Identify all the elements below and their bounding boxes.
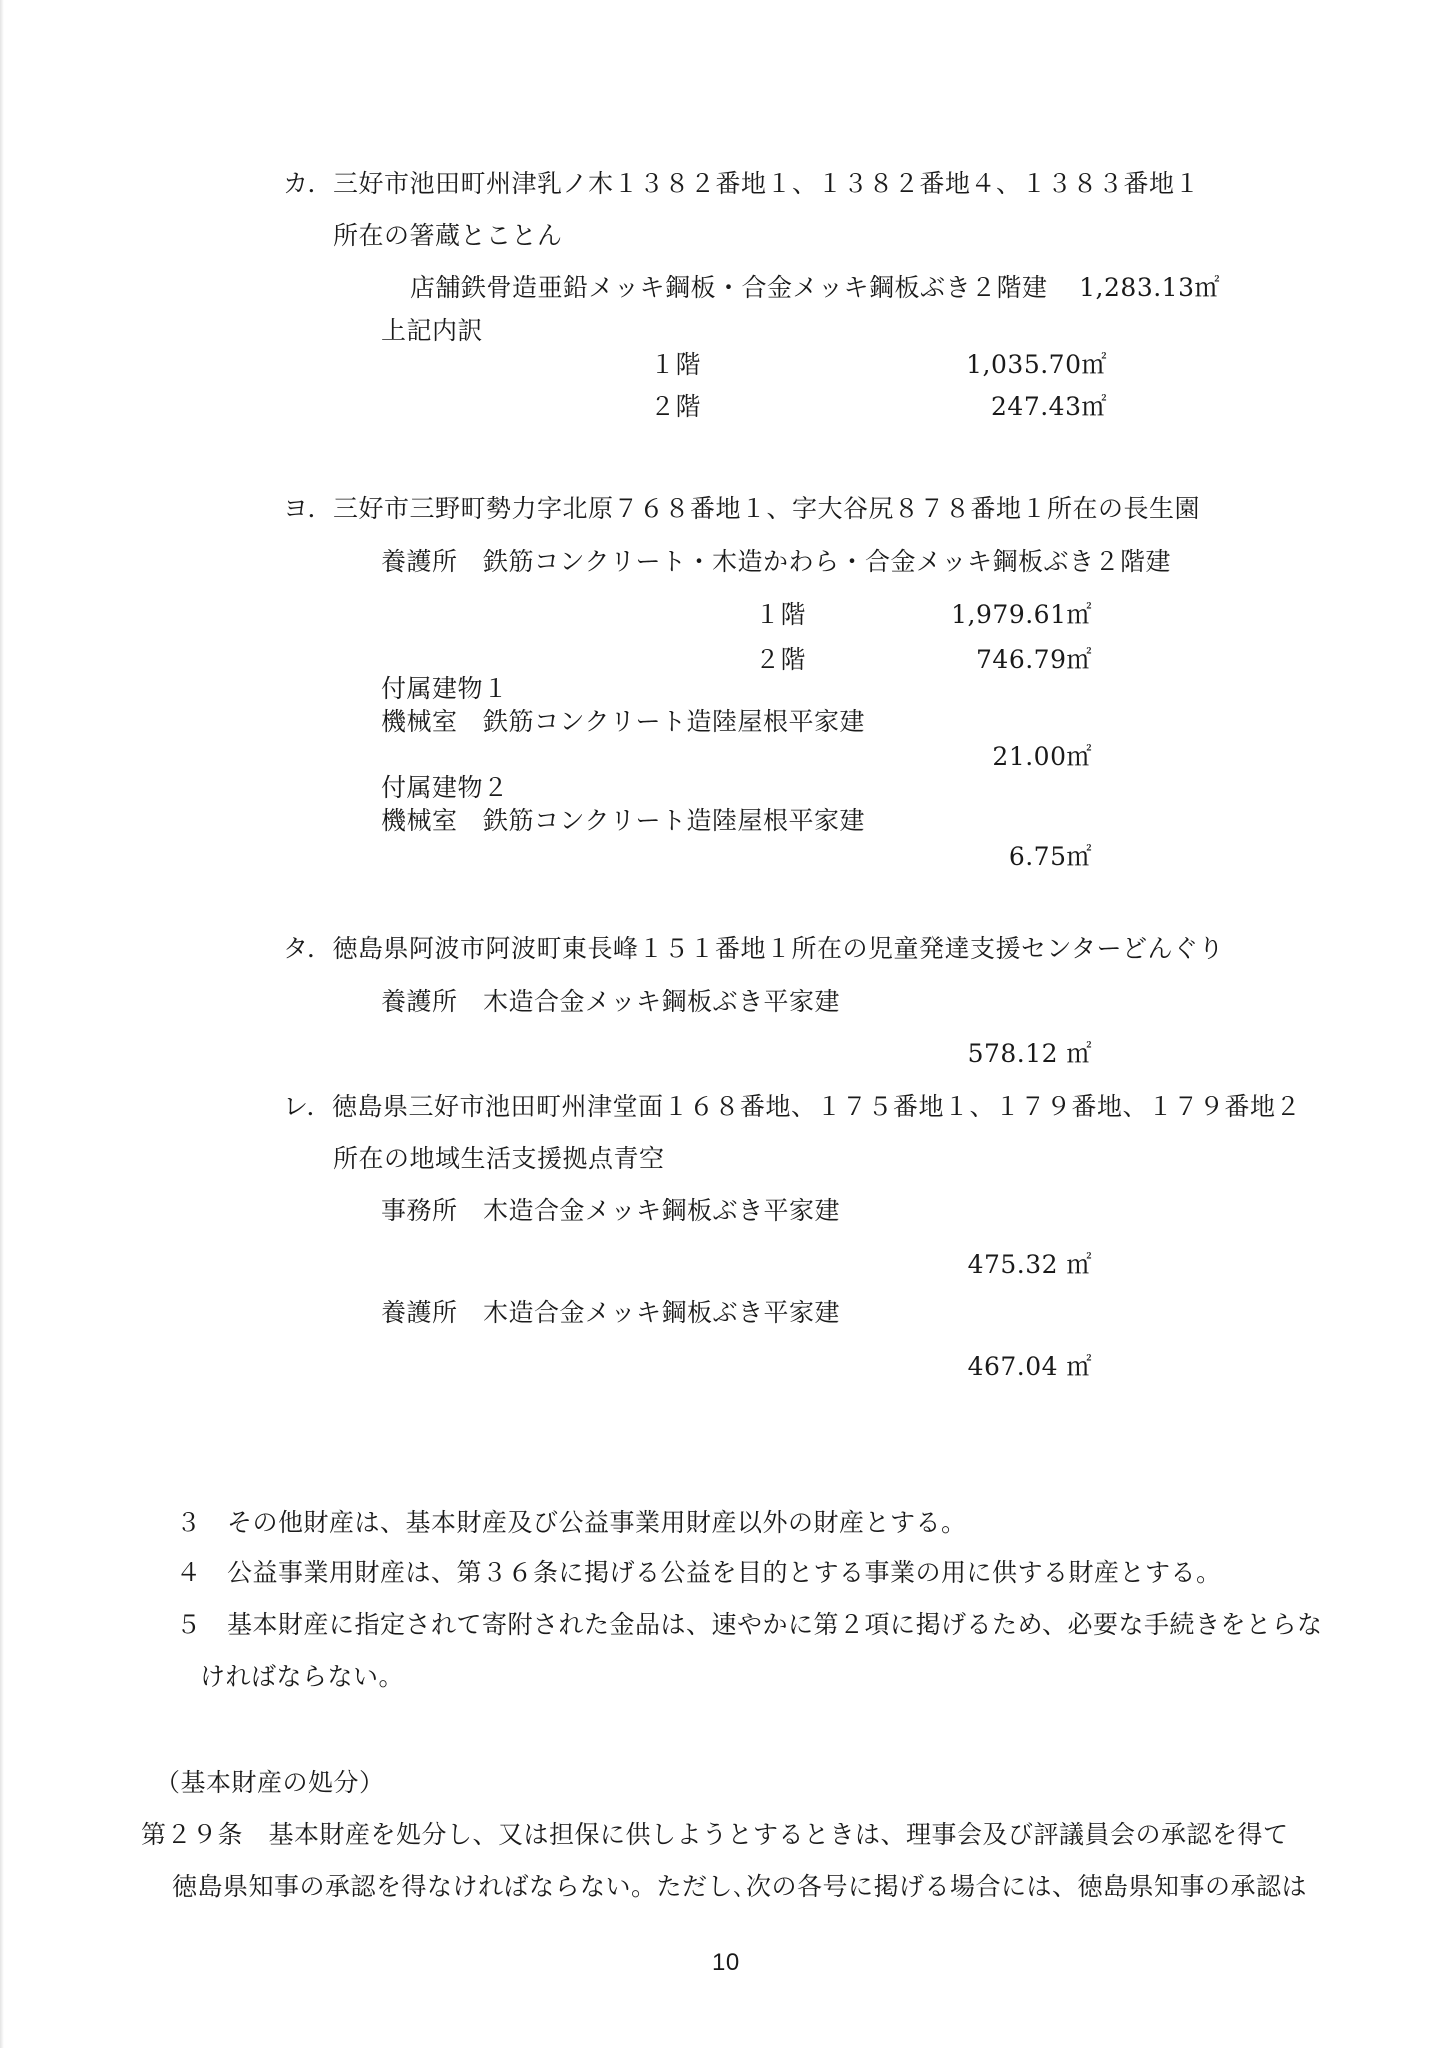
item-yo-floor2-area: 746.79㎡	[976, 645, 1092, 674]
item-yo-line1: ヨ．三好市三野町勢力字北原７６８番地１、字大谷尻８７８番地１所在の長生園	[283, 494, 1201, 523]
item-yo-annex1-building: 機械室 鉄筋コンクリート造陸屋根平家建	[381, 707, 866, 736]
section-heading: （基本財産の処分）	[155, 1768, 385, 1797]
item-ka-line1: カ．三好市池田町州津乳ノ木１３８２番地１、１３８２番地４、１３８３番地１	[283, 169, 1201, 198]
item-ta-line1: タ．徳島県阿波市阿波町東長峰１５１番地１所在の児童発達支援センターどんぐり	[283, 934, 1225, 963]
item-ka-breakdown-label: 上記内訳	[381, 316, 484, 345]
item-re-care-area: 467.04 ㎡	[967, 1352, 1092, 1381]
page-number: 10	[712, 1949, 740, 1976]
item-re-care-building: 養護所 木造合金メッキ鋼板ぶき平家建	[381, 1298, 841, 1327]
paragraph-5-line1: ５ 基本財産に指定されて寄附された金品は、速やかに第２項に掲げるため、必要な手続きをとらな	[176, 1610, 1323, 1639]
item-re-office-building: 事務所 木造合金メッキ鋼板ぶき平家建	[381, 1196, 841, 1225]
paragraph-5-line2: ければならない。	[200, 1662, 405, 1691]
item-yo-building: 養護所 鉄筋コンクリート・木造かわら・合金メッキ鋼板ぶき２階建	[381, 547, 1172, 576]
item-re-line2: 所在の地域生活支援拠点青空	[333, 1144, 665, 1173]
item-ka-floor2-label: ２階	[650, 392, 702, 421]
article-29-line1: 第２９条 基本財産を処分し、又は担保に供しようとするときは、理事会及び評議員会の承認を得て	[141, 1820, 1289, 1849]
item-yo-floor1-label: １階	[755, 600, 807, 629]
item-ta-building: 養護所 木造合金メッキ鋼板ぶき平家建	[381, 987, 841, 1016]
item-yo-annex2-label: 付属建物２	[381, 773, 509, 802]
paragraph-3: ３ その他財産は、基本財産及び公益事業用財産以外の財産とする。	[176, 1508, 967, 1537]
article-29-line2: 徳島県知事の承認を得なければならない。ただし､次の各号に掲げる場合には、徳島県知事の承認は	[172, 1872, 1308, 1901]
item-ka-floor1-label: １階	[650, 350, 702, 379]
item-yo-annex1-area: 21.00㎡	[992, 742, 1092, 771]
item-re-line1: レ．徳島県三好市池田町州津堂面１６８番地、１７５番地１、１７９番地、１７９番地２	[283, 1092, 1302, 1121]
item-yo-annex2-building: 機械室 鉄筋コンクリート造陸屋根平家建	[381, 806, 866, 835]
scan-edge	[0, 0, 4, 2048]
paragraph-4: ４ 公益事業用財産は、第３６条に掲げる公益を目的とする事業の用に供する財産とする。	[176, 1558, 1222, 1587]
item-re-office-area: 475.32 ㎡	[967, 1250, 1092, 1279]
item-ka-building: 店舗鉄骨造亜鉛メッキ鋼板・合金メッキ鋼板ぶき２階建	[410, 273, 1048, 302]
item-ka-floor2-area: 247.43㎡	[991, 392, 1107, 421]
item-ka-floor1-area: 1,035.70㎡	[966, 350, 1107, 379]
item-yo-annex2-area: 6.75㎡	[1008, 842, 1092, 871]
item-yo-annex1-label: 付属建物１	[381, 674, 509, 703]
item-ka-line2: 所在の箸蔵とことん	[333, 221, 563, 250]
item-yo-floor1-area: 1,979.61㎡	[951, 600, 1092, 629]
item-ta-area: 578.12 ㎡	[967, 1039, 1092, 1068]
item-yo-floor2-label: ２階	[755, 645, 807, 674]
item-ka-building-area: 1,283.13㎡	[1079, 273, 1220, 302]
